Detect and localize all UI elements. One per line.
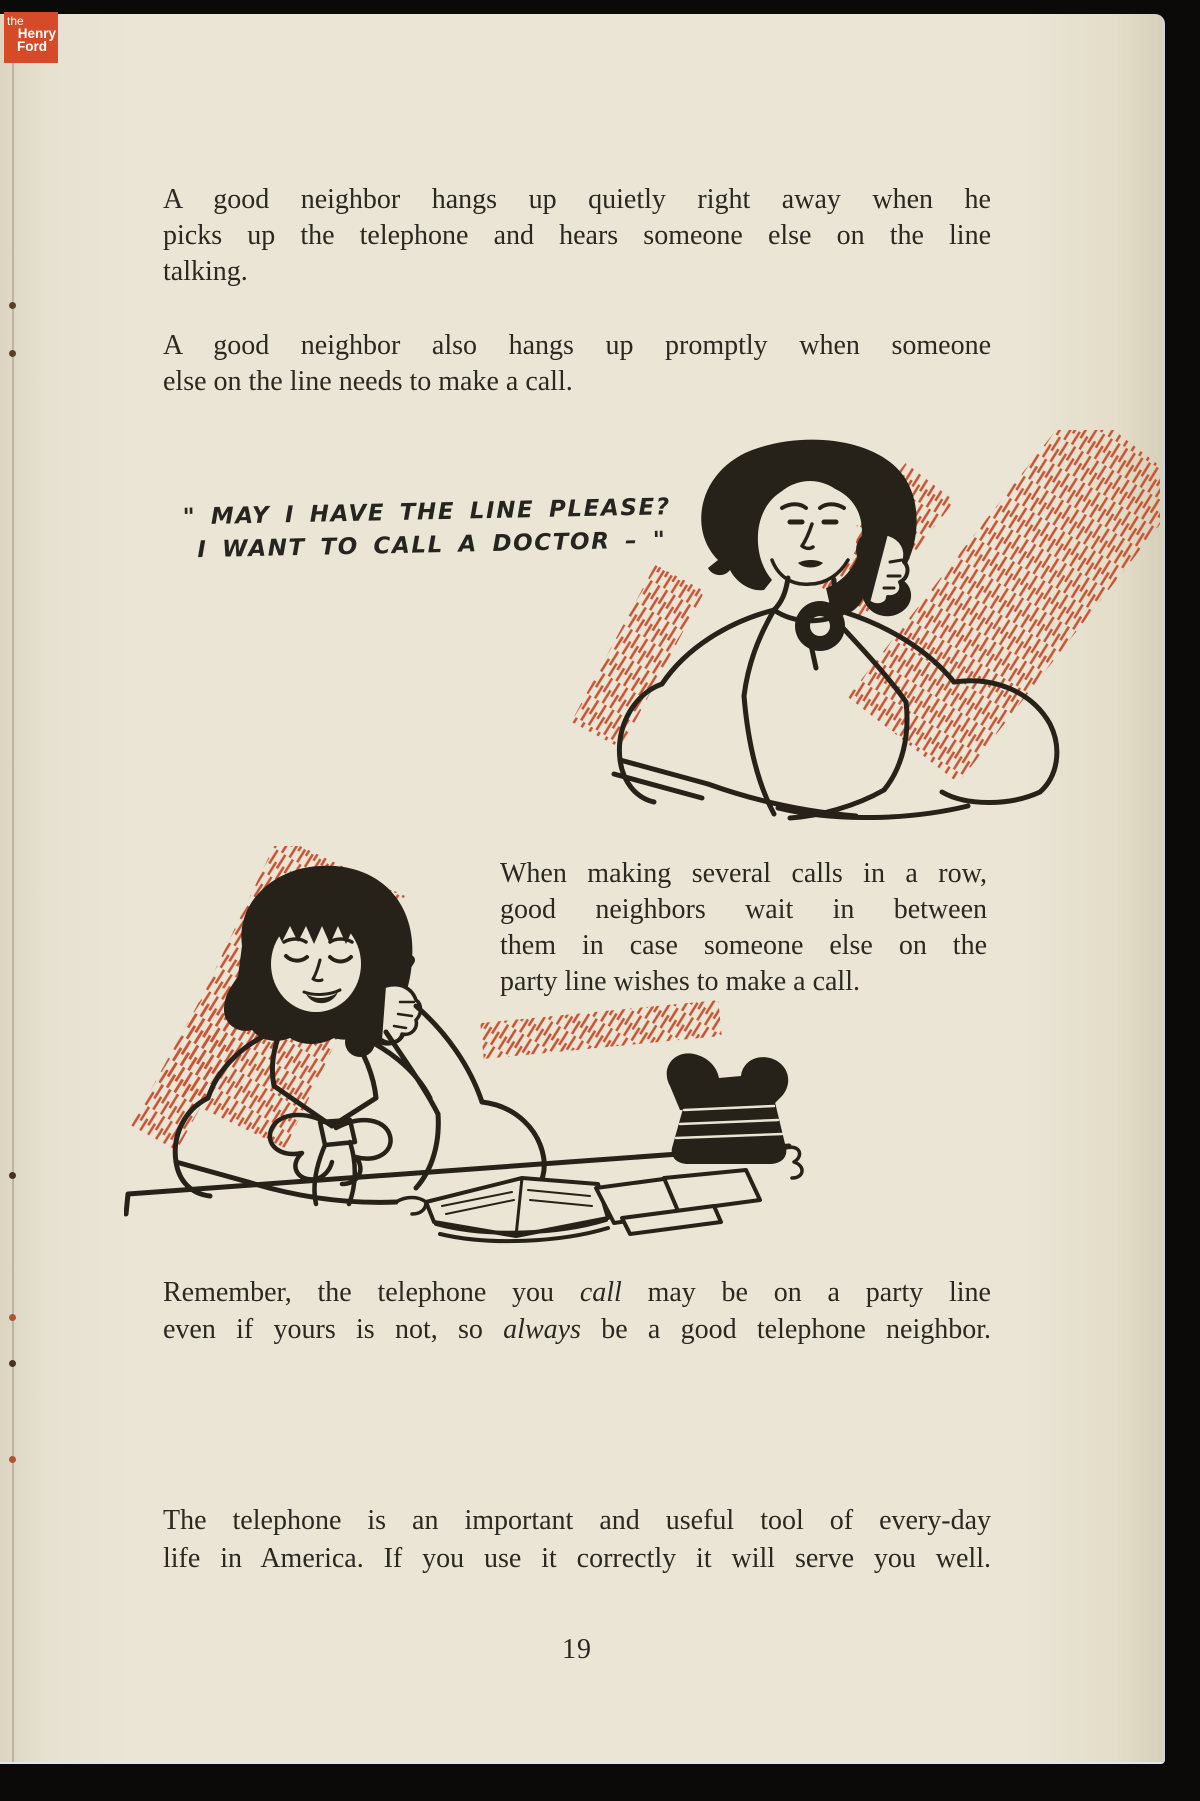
paragraph-line: party line wishes to make a call. [500,966,860,997]
paragraph-line: When making several calls in a row, [500,858,987,889]
text-segment: Remember, the telephone you [163,1277,580,1308]
paragraph-line: A good neighbor hangs up quietly right away when he [163,184,991,215]
speech-quote-line: I WANT TO CALL A DOCTOR – " [197,527,667,564]
binding-stitch [9,1172,16,1179]
paragraph-line: talking. [163,256,248,287]
girl-at-desk-illustration [124,846,814,1274]
paragraph-line: else on the line needs to make a call. [163,366,573,397]
speech-quote-line: " MAY I HAVE THE LINE PLEASE? [182,494,672,531]
logo-text-the: the [7,14,24,28]
henry-ford-logo [4,12,58,63]
binding-stitch [9,302,16,309]
book-page [0,14,1165,1764]
page-number: 19 [562,1634,592,1665]
paragraph-line: them in case someone else on the [500,930,987,961]
binding-stitch [9,1314,16,1321]
italic-word-call: call [579,1277,622,1308]
italic-word-always: always [503,1314,581,1345]
paragraph-telephone-useful-tool [163,1502,991,1578]
paragraph-line [163,1311,991,1348]
paragraph-line: good neighbors wait in between [500,894,987,925]
binding-stitch [9,350,16,357]
telephone-cord [786,1147,802,1178]
paragraph-line [163,1274,991,1311]
paragraph-line: picks up the telephone and hears someone else on the line [163,220,991,251]
text-segment: even if yours is not, so [163,1314,504,1345]
binding-spine-line [12,14,14,1762]
logo-text-ford: Ford [17,39,47,54]
paragraph-line: A good neighbor also hangs up promptly when someone [163,330,991,361]
paragraph-line: life in America. If you use it correctly it will serve you well. [163,1543,991,1574]
binding-stitch [9,1456,16,1463]
desk-telephone [667,1053,802,1178]
woman-on-telephone-illustration [558,430,1160,824]
logo-text-henry: Henry [17,26,56,41]
text-segment: be a good telephone neighbor. [580,1314,992,1345]
binding-stitch [9,1360,16,1367]
paragraph-good-neighbor-hangs-up-quietly [163,182,991,290]
paragraph-hangs-up-promptly [163,328,991,400]
paragraph-remember-party-line [163,1274,991,1348]
paragraph-line: The telephone is an important and useful tool of every-day [163,1505,991,1536]
text-segment: may be on a party line [621,1277,991,1308]
